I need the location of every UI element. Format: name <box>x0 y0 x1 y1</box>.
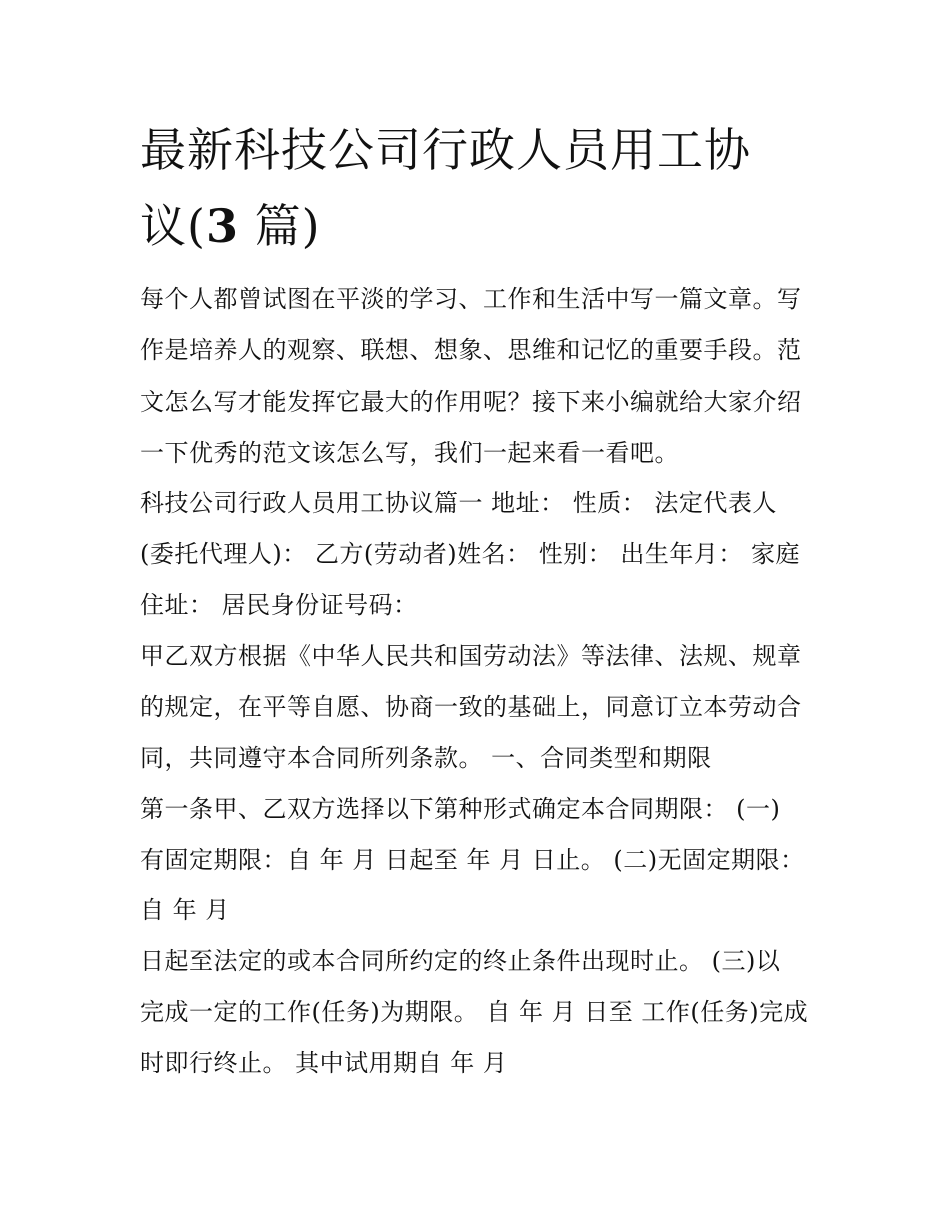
body-line: 一下优秀的范文该怎么写，我们一起来看一看吧。 <box>140 439 679 467</box>
body-line: 每个人都曾试图在平淡的学习、工作和生活中写一篇文章。写 <box>140 285 802 313</box>
body-line: 同，共同遵守本合同所列条款。 一、合同类型和期限 <box>140 744 712 772</box>
body-line: 甲乙双方根据《中华人民共和国劳动法》等法律、法规、规章 <box>140 642 802 670</box>
title-line-2-prefix: 议( <box>140 199 206 253</box>
title-count: 3 <box>205 199 239 253</box>
body-line: 日起至法定的或本合同所约定的终止条件出现时止。 (三)以 <box>140 947 781 975</box>
body-line: 住址： 居民身份证号码： <box>140 591 418 619</box>
body-line: 作是培养人的观察、联想、想象、思维和记忆的重要手段。范 <box>140 336 802 364</box>
body-line: 完成一定的工作(任务)为期限。 自 年 月 日至 工作(任务)完成 <box>140 998 809 1026</box>
body-line: (委托代理人)： 乙方(劳动者)姓名： 性别： 出生年月： 家庭 <box>140 540 800 568</box>
body-line: 自 年 月 <box>140 896 230 924</box>
title-line-1: 最新科技公司行政人员用工协 <box>140 123 751 177</box>
title-line-2-suffix: 篇) <box>238 199 321 253</box>
document-title <box>140 112 820 264</box>
body-line: 文怎么写才能发挥它最大的作用呢？接下来小编就给大家介绍 <box>140 388 802 416</box>
body-line: 有固定期限：自 年 月 日起至 年 月 日止。 (二)无固定期限： <box>140 846 805 874</box>
body-line: 科技公司行政人员用工协议篇一 地址： 性质： 法定代表人 <box>140 489 777 517</box>
body-line: 时即行终止。 其中试用期自 年 月 <box>140 1049 508 1077</box>
body-line: 的规定，在平等自愿、协商一致的基础上，同意订立本劳动合 <box>140 693 802 721</box>
body-line: 第一条甲、乙双方选择以下第种形式确定本合同期限： (一) <box>140 795 781 823</box>
